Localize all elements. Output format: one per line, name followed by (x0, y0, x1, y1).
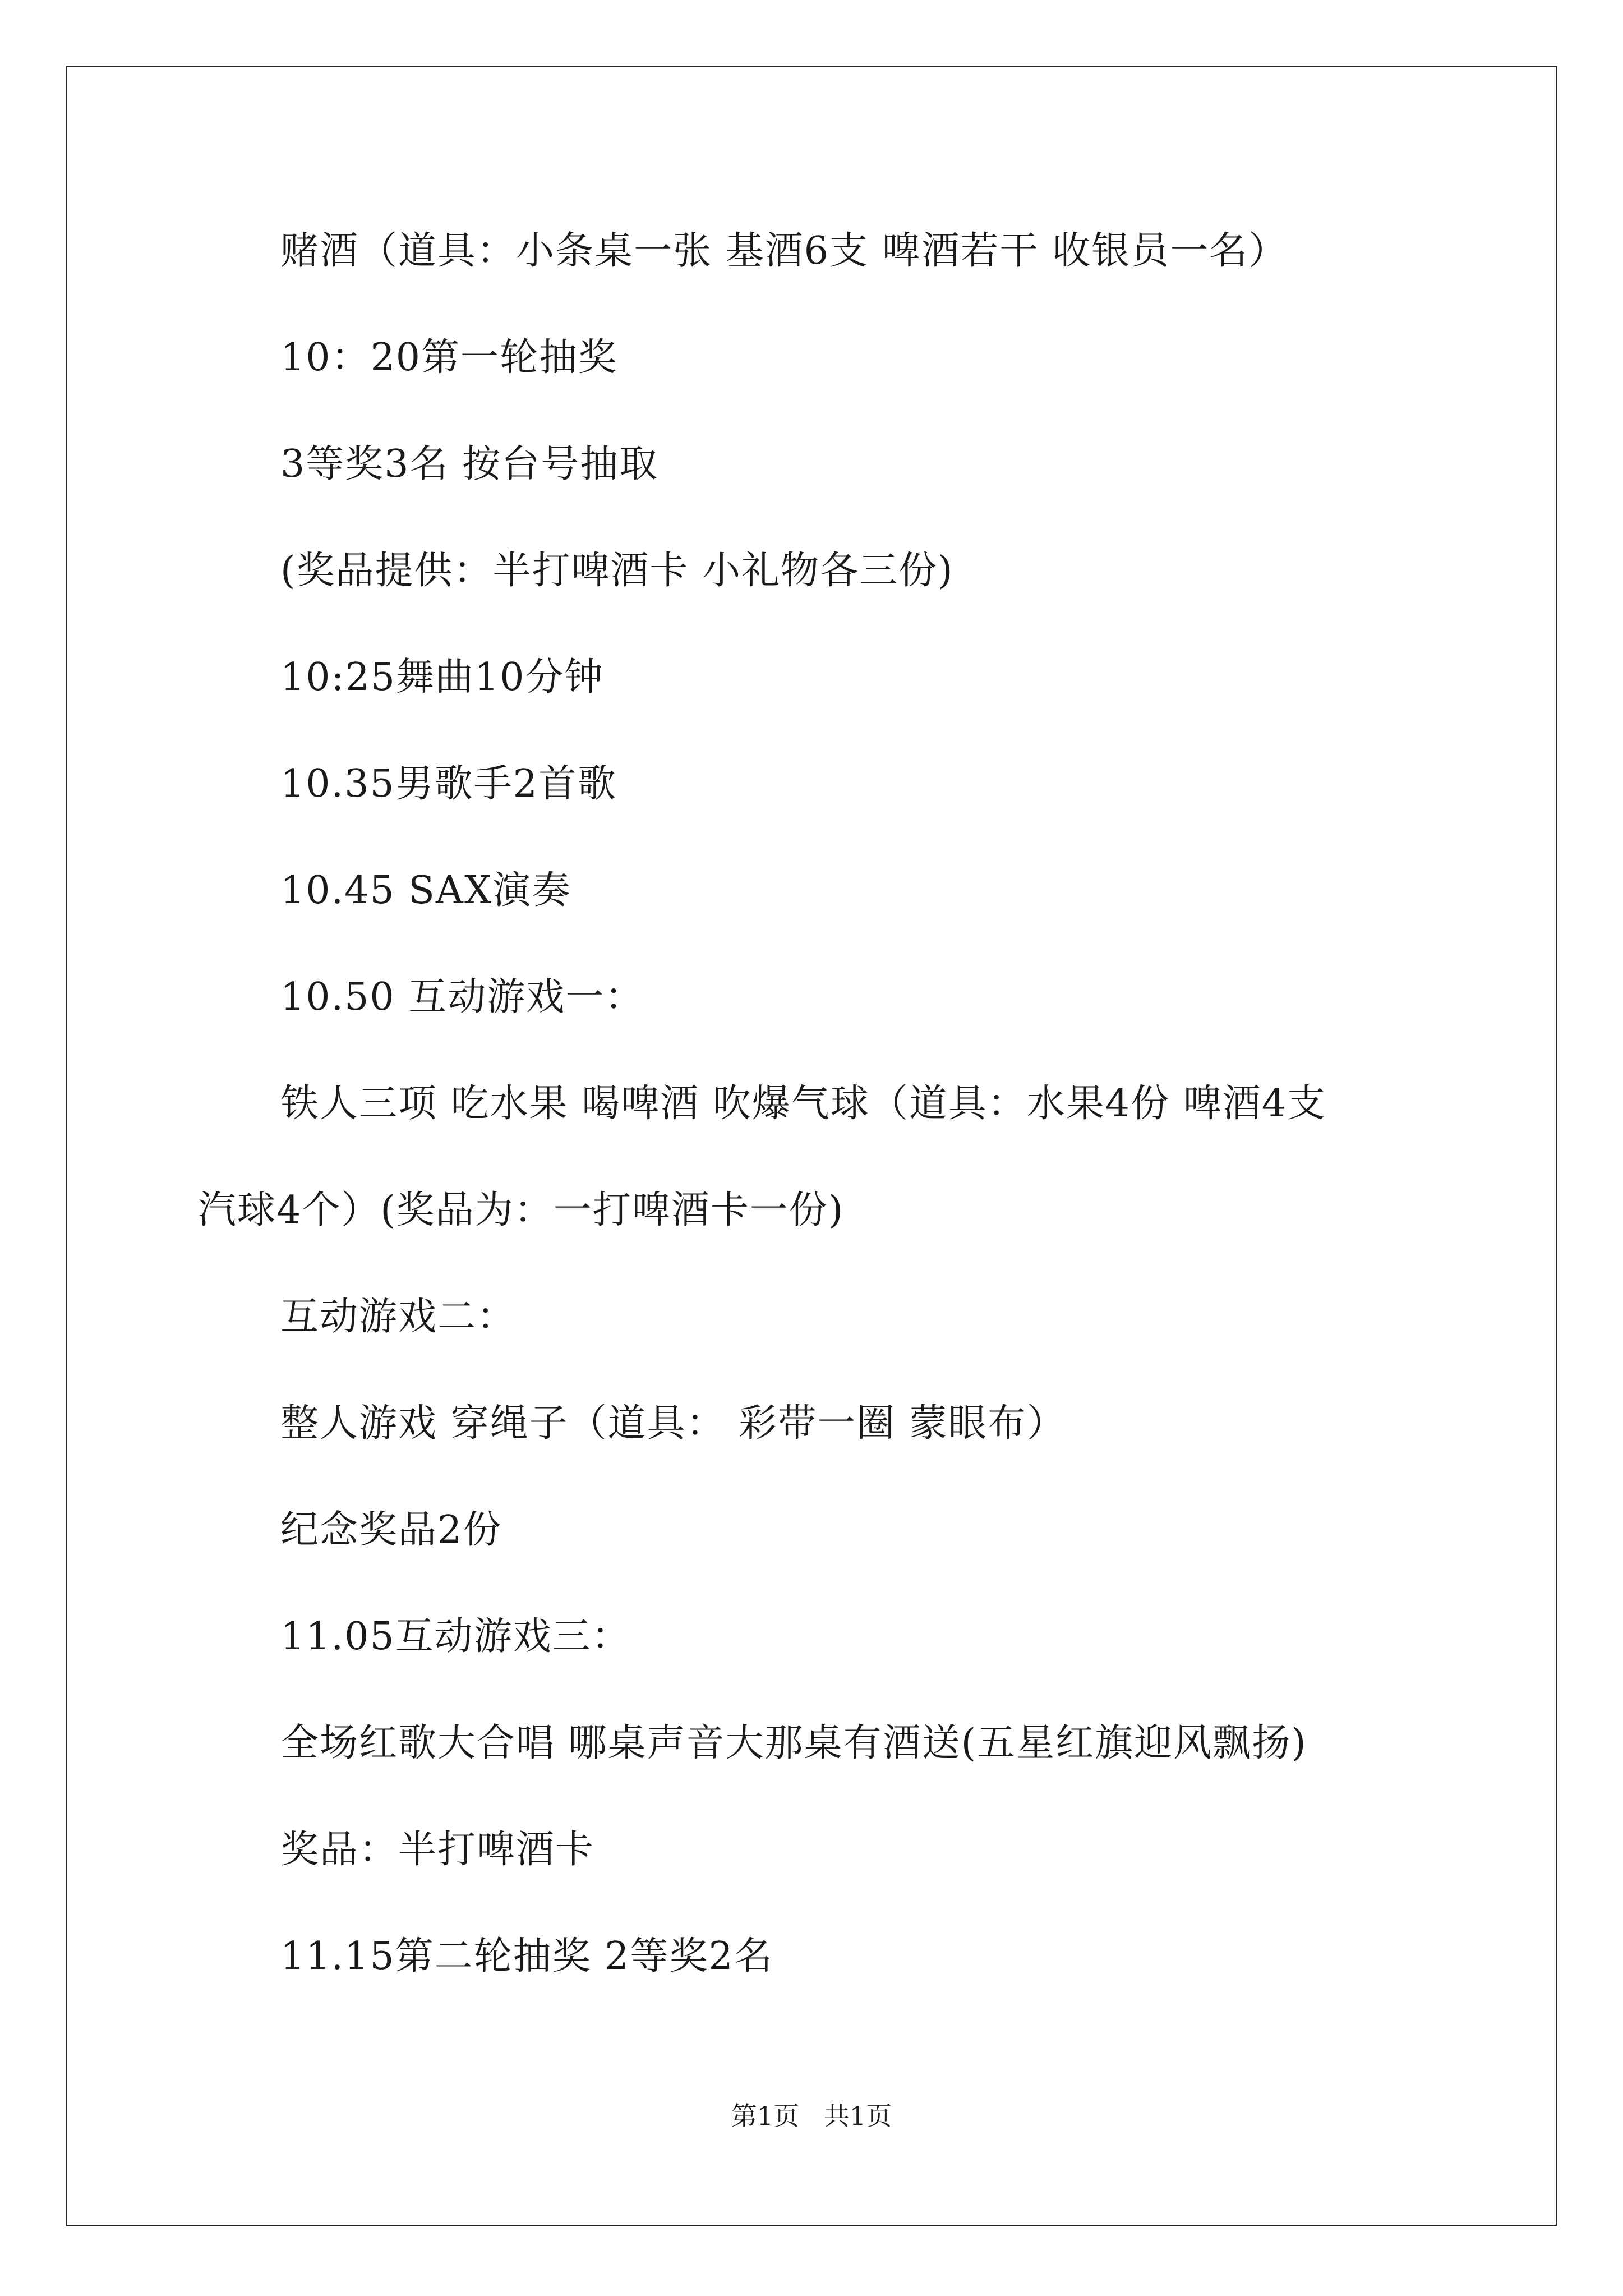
line-16: 奖品：半打啤酒卡 (280, 1828, 595, 1872)
page-border (66, 66, 1557, 2226)
line-11: 互动游戏二： (280, 1295, 517, 1339)
line-03: 3等奖3名 按台号抽取 (280, 442, 659, 486)
line-14: 11.05互动游戏三： (280, 1614, 631, 1659)
line-13: 纪念奖品2份 (280, 1508, 502, 1552)
line-07: 10.45 SAX演奏 (280, 868, 571, 913)
line-12: 整人游戏 穿绳子（道具： 彩带一圈 蒙眼布） (280, 1401, 1066, 1446)
line-10: 汽球4个）(奖品为：一打啤酒卡一份) (198, 1188, 845, 1232)
line-01: 赌酒（道具：小条桌一张 基酒6支 啤酒若干 收银员一名） (280, 229, 1288, 273)
line-04: (奖品提供：半打啤酒卡 小礼物各三份) (280, 549, 954, 593)
page-number-footer: 第1页 共1页 (731, 2101, 892, 2131)
line-15: 全场红歌大合唱 哪桌声音大那桌有酒送(五星红旗迎风飘扬) (280, 1721, 1307, 1765)
line-02: 10：20第一轮抽奖 (280, 335, 618, 380)
line-08: 10.50 互动游戏一： (280, 975, 644, 1019)
line-09: 铁人三项 吃水果 喝啤酒 吹爆气球（道具：水果4份 啤酒4支 (280, 1082, 1326, 1126)
line-06: 10.35男歌手2首歌 (280, 762, 617, 806)
line-05: 10:25舞曲10分钟 (280, 655, 604, 700)
line-17: 11.15第二轮抽奖 2等奖2名 (280, 1934, 773, 1978)
